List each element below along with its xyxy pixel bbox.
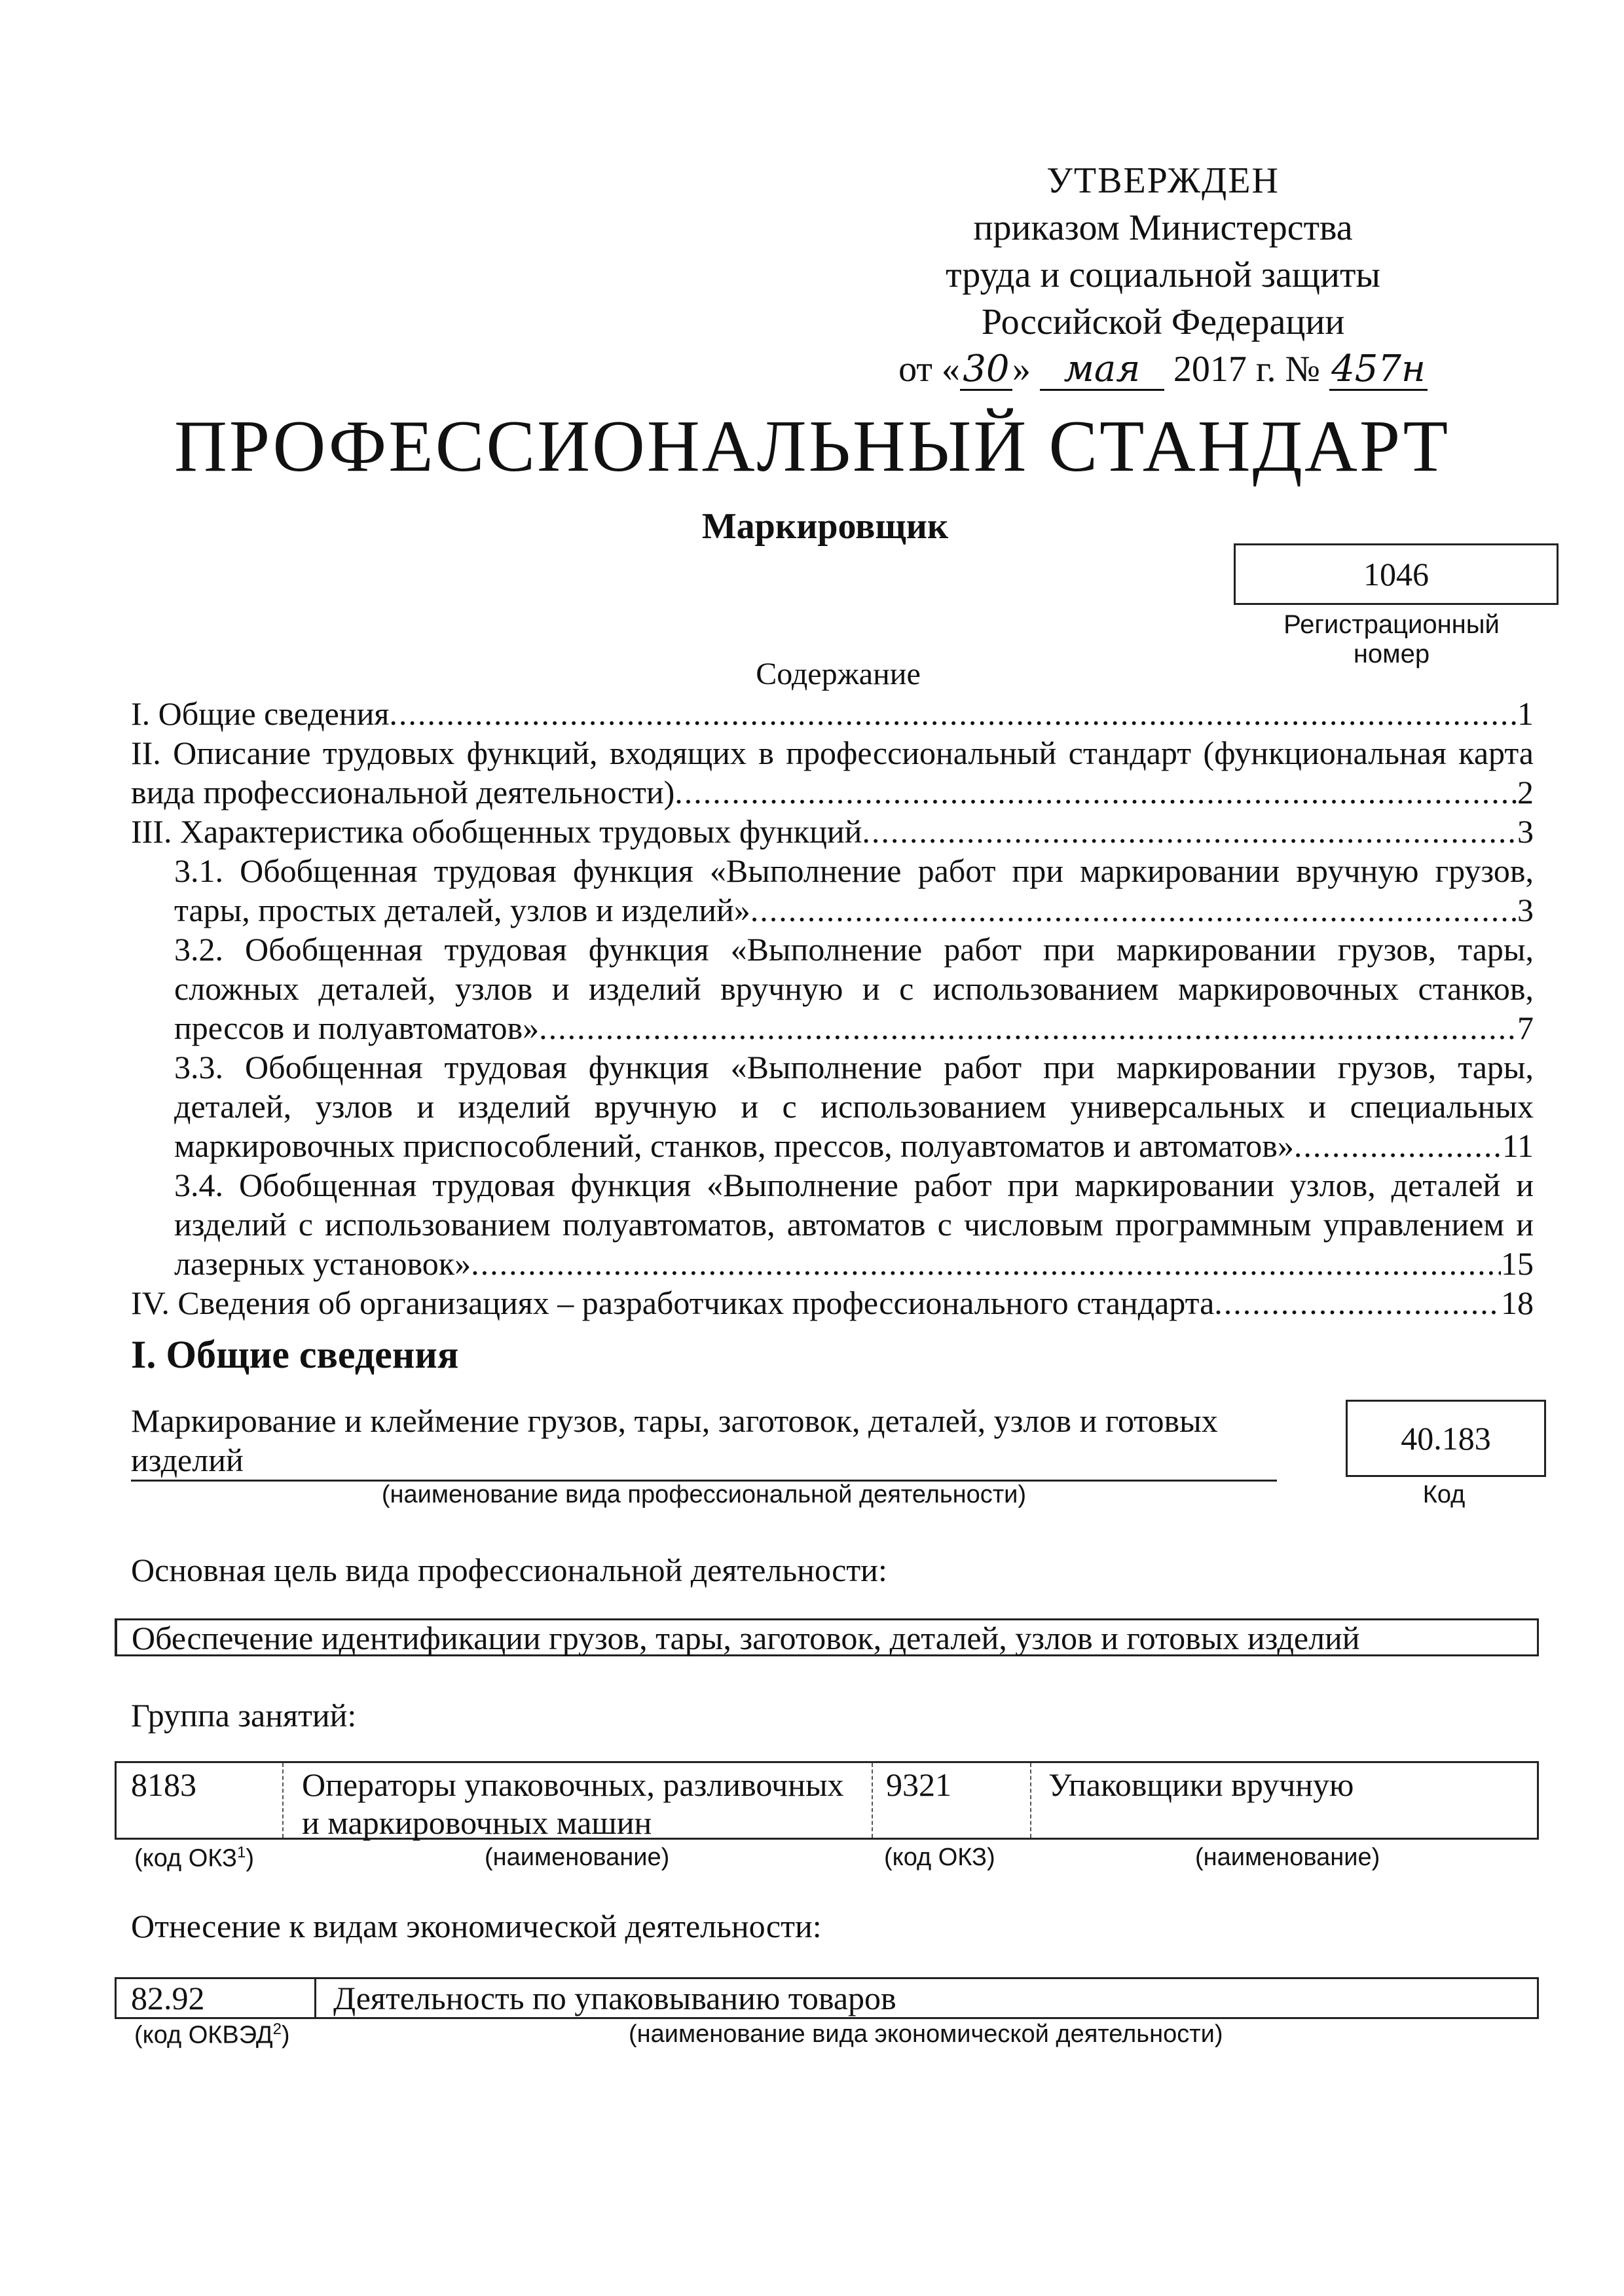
toc-entry-page: 7 xyxy=(1517,1010,1534,1046)
okz-name-1-line-2: и маркировочных машин xyxy=(302,1804,652,1841)
toc-entry-text: 3.3. Обобщенная трудовая функция «Выполнение работ при маркировании грузов, тары, xyxy=(174,1049,1534,1085)
page-title: ПРОФЕССИОНАЛЬНЫЙ СТАНДАРТ xyxy=(174,406,1450,487)
goal-label: Основная цель вида профессиональной деятельности: xyxy=(131,1552,887,1588)
okved-name-caption: (наименование вида экономической деятельности) xyxy=(629,2020,1223,2048)
table-of-contents xyxy=(131,694,1534,1322)
activity-code-caption: Код xyxy=(1422,1481,1466,1508)
toc-entry-page: 2 xyxy=(1517,774,1534,811)
date-month-handwritten: мая xyxy=(1040,350,1164,391)
toc-title: Содержание xyxy=(756,657,921,691)
section-heading-general: I. Общие сведения xyxy=(131,1333,459,1376)
toc-entry-developers xyxy=(131,1283,1534,1322)
toc-leader-dots xyxy=(674,773,1517,812)
toc-entry-text: лазерных установок» xyxy=(174,1245,471,1282)
okz-caption-text: (код ОКЗ xyxy=(134,1844,237,1872)
okved-code-cell: 82.92 xyxy=(117,1979,316,2017)
profession-name: Маркировщик xyxy=(701,506,949,547)
toc-entry-text: I. Общие сведения xyxy=(131,695,390,732)
toc-leader-dots xyxy=(1214,1283,1501,1322)
toc-entry-text: сложных деталей, узлов и изделий вручную и с использованием маркировочных станков, xyxy=(174,970,1534,1007)
toc-entry-3-4 xyxy=(131,1165,1534,1283)
approval-line-3: Российской Федерации xyxy=(981,302,1345,342)
toc-entry-text: 3.4. Обобщенная трудовая функция «Выполнение работ при маркировании узлов, деталей и xyxy=(174,1167,1534,1203)
date-year: 2017 г. № xyxy=(1173,349,1320,390)
toc-entry-text: IV. Сведения об организациях – разработчиках профессионального стандарта xyxy=(131,1285,1215,1321)
okz-caption-end: ) xyxy=(246,1844,254,1872)
okz-name-cell-2: Упаковщики вручную xyxy=(1048,1766,1354,1803)
toc-entry-text: вида профессиональной деятельности) xyxy=(131,774,675,811)
toc-entry-page: 1 xyxy=(1517,695,1534,732)
toc-entry-text: III. Характеристика обобщенных трудовых функций xyxy=(131,813,862,850)
toc-entry-page: 15 xyxy=(1501,1245,1534,1282)
toc-entry-3-3 xyxy=(131,1048,1534,1165)
toc-entry-3-1 xyxy=(131,851,1534,930)
okved-name-cell: Деятельность по упаковыванию товаров xyxy=(333,1980,896,2016)
okz-code-cell-1: 8183 xyxy=(117,1763,284,1838)
toc-leader-dots xyxy=(862,812,1517,851)
group-label: Группа занятий: xyxy=(131,1697,357,1734)
toc-entry-3-2 xyxy=(131,930,1534,1048)
footnote-marker-2: 2 xyxy=(272,2020,282,2038)
toc-entry-text: II. Описание трудовых функций, входящих в профессиональный стандарт (функциональная карта xyxy=(131,735,1534,771)
toc-entry-general xyxy=(131,694,1534,733)
okz-code-caption-2: (код ОКЗ) xyxy=(884,1844,995,1871)
occupation-groups-table xyxy=(115,1761,1539,1840)
econ-label: Отнесение к видам экономической деятельности: xyxy=(131,1908,822,1944)
approval-block xyxy=(898,157,1428,393)
okz-code-cell-2: 9321 xyxy=(873,1763,1031,1838)
toc-entry-characteristics xyxy=(131,812,1534,851)
order-number-handwritten: 457н xyxy=(1329,350,1428,391)
activity-name-line-2: изделий xyxy=(131,1440,1277,1482)
toc-entry-functions xyxy=(131,733,1534,812)
activity-code-box: 40.183 xyxy=(1346,1400,1546,1477)
toc-entry-page: 18 xyxy=(1501,1285,1534,1321)
date-prefix: от « xyxy=(898,349,960,390)
toc-entry-page: 11 xyxy=(1502,1127,1534,1164)
date-mid: » xyxy=(1012,349,1031,390)
approval-line-2: труда и социальной защиты xyxy=(946,255,1381,295)
toc-entry-page: 3 xyxy=(1517,813,1534,850)
toc-leader-dots xyxy=(750,890,1517,930)
toc-leader-dots xyxy=(1294,1126,1502,1165)
toc-entry-text: прессов и полуавтоматов» xyxy=(174,1010,540,1046)
approval-line-1: приказом Министерства xyxy=(973,208,1353,248)
okz-name-1-line-1: Операторы упаковочных, разливочных xyxy=(302,1766,844,1803)
okved-caption-end: ) xyxy=(281,2021,290,2049)
approval-date-line xyxy=(898,346,1428,393)
footnote-marker-1: 1 xyxy=(236,1844,246,1861)
okz-name-caption-1: (наименование) xyxy=(485,1844,670,1871)
toc-entry-text: 3.2. Обобщенная трудовая функция «Выполнение работ при маркировании грузов, тары, xyxy=(174,931,1534,968)
toc-entry-text: маркировочных приспособлений, станков, прессов, полуавтоматов и автоматов» xyxy=(174,1127,1294,1164)
econ-activity-table xyxy=(115,1977,1539,2019)
okved-caption-text: (код ОКВЭД xyxy=(134,2021,273,2049)
toc-entry-text: деталей, узлов и изделий вручную и с использованием универсальных и специальных xyxy=(174,1088,1534,1125)
activity-name xyxy=(131,1401,1277,1482)
toc-entry-page: 3 xyxy=(1517,892,1534,928)
date-day-handwritten: 30 xyxy=(960,350,1012,391)
registration-number-label: Регистрационный номер xyxy=(1283,610,1500,668)
okz-name-caption-2: (наименование) xyxy=(1195,1844,1380,1871)
toc-leader-dots xyxy=(471,1244,1501,1283)
goal-text-box: Обеспечение идентификации грузов, тары, заготовок, деталей, узлов и готовых изделий xyxy=(115,1618,1539,1656)
approval-heading: УТВЕРЖДЕН xyxy=(1046,160,1280,201)
okz-name-cell-1 xyxy=(284,1763,873,1841)
activity-caption: (наименование вида профессиональной деятельности) xyxy=(381,1481,1027,1508)
okz-code-caption-1 xyxy=(134,1844,254,1873)
okved-code-caption xyxy=(134,2020,290,2050)
toc-leader-dots xyxy=(539,1008,1517,1048)
toc-leader-dots xyxy=(389,694,1517,733)
toc-entry-text: 3.1. Обобщенная трудовая функция «Выполнение работ при маркировании вручную грузов, xyxy=(174,852,1534,889)
registration-number-box: 1046 xyxy=(1234,543,1559,605)
toc-entry-text: тары, простых деталей, узлов и изделий» xyxy=(174,892,750,928)
activity-name-line-1: Маркирование и клеймение грузов, тары, заготовок, деталей, узлов и готовых xyxy=(131,1402,1218,1439)
toc-entry-text: изделий с использованием полуавтоматов, автоматов с числовым программным управлением и xyxy=(174,1206,1534,1243)
